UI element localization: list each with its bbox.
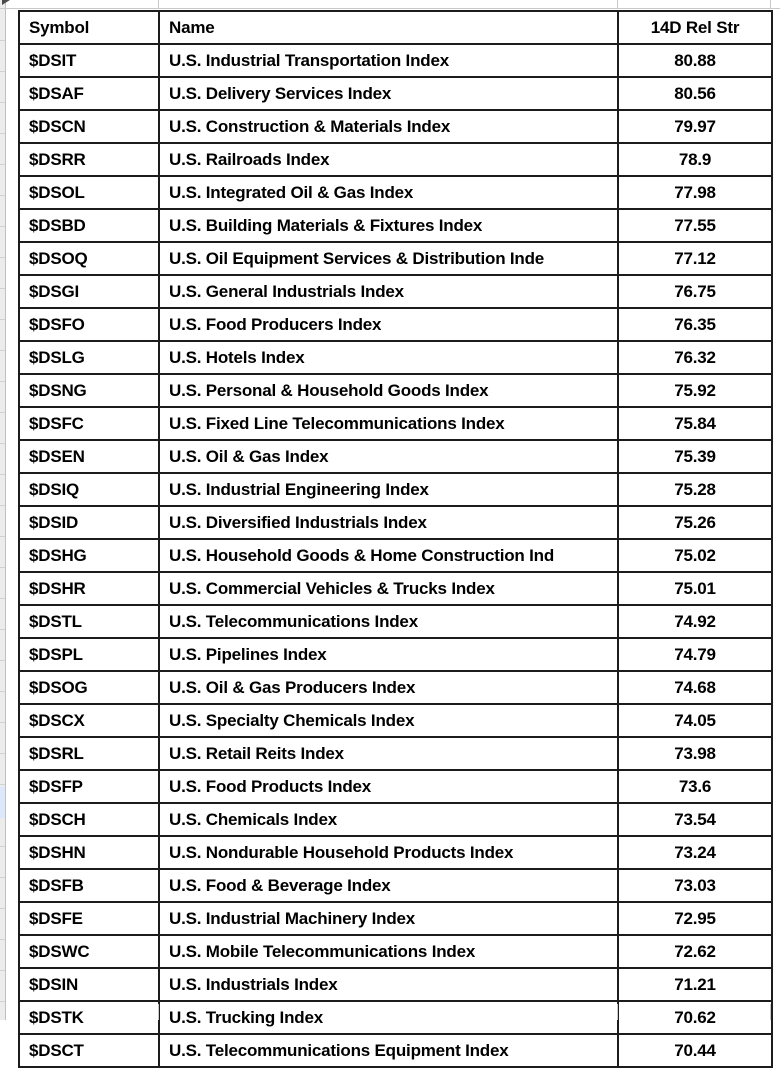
cell-symbol[interactable]: $DSID <box>19 506 159 539</box>
table-row <box>19 572 772 605</box>
cell-name[interactable]: U.S. Industrials Index <box>159 968 618 1001</box>
table-row <box>19 308 772 341</box>
cell-symbol[interactable]: $DSCN <box>19 110 159 143</box>
cell-rel-str[interactable]: 74.68 <box>618 671 772 704</box>
cell-rel-str[interactable]: 76.35 <box>618 308 772 341</box>
table-row <box>19 869 772 902</box>
cell-name[interactable]: U.S. Oil & Gas Index <box>159 440 618 473</box>
header-row <box>19 11 772 44</box>
table-row <box>19 770 772 803</box>
table-row <box>19 242 772 275</box>
table-row <box>19 341 772 374</box>
table-row <box>19 209 772 242</box>
cell-rel-str[interactable]: 75.28 <box>618 473 772 506</box>
top-gridline-vertical-1 <box>158 0 159 9</box>
row-header-strip <box>0 0 6 1020</box>
cell-name[interactable]: U.S. Fixed Line Telecommunications Index <box>159 407 618 440</box>
cell-name[interactable]: U.S. Construction & Materials Index <box>159 110 618 143</box>
cell-rel-str[interactable]: 76.32 <box>618 341 772 374</box>
table-row <box>19 176 772 209</box>
cell-name[interactable]: U.S. Integrated Oil & Gas Index <box>159 176 618 209</box>
cell-rel-str[interactable]: 75.01 <box>618 572 772 605</box>
table-row <box>19 506 772 539</box>
cell-rel-str[interactable]: 80.88 <box>618 44 772 77</box>
cell-rel-str[interactable]: 80.56 <box>618 77 772 110</box>
cell-symbol[interactable]: $DSOG <box>19 671 159 704</box>
table-row <box>19 704 772 737</box>
cell-symbol[interactable]: $DSIQ <box>19 473 159 506</box>
cell-symbol[interactable]: $DSHG <box>19 539 159 572</box>
cell-name[interactable]: U.S. Hotels Index <box>159 341 618 374</box>
index-table <box>18 10 773 1068</box>
table-row <box>19 836 772 869</box>
table-row <box>19 77 772 110</box>
cell-name[interactable]: U.S. Trucking Index <box>159 1001 618 1034</box>
table-row <box>19 638 772 671</box>
table-row <box>19 143 772 176</box>
cell-rel-str[interactable]: 73.03 <box>618 869 772 902</box>
table-row <box>19 968 772 1001</box>
cell-rel-str[interactable]: 73.6 <box>618 770 772 803</box>
cell-symbol[interactable]: $DSLG <box>19 341 159 374</box>
table-row <box>19 737 772 770</box>
cell-symbol[interactable]: $DSFB <box>19 869 159 902</box>
table-row <box>19 803 772 836</box>
cell-symbol[interactable]: $DSGI <box>19 275 159 308</box>
cell-name[interactable]: U.S. Telecommunications Equipment Index <box>159 1034 618 1067</box>
cell-name[interactable]: U.S. Food & Beverage Index <box>159 869 618 902</box>
cell-symbol[interactable]: $DSOQ <box>19 242 159 275</box>
cell-rel-str[interactable]: 73.98 <box>618 737 772 770</box>
cell-rel-str[interactable]: 70.62 <box>618 1001 772 1034</box>
cell-name[interactable]: U.S. Mobile Telecommunications Index <box>159 935 618 968</box>
table-row <box>19 605 772 638</box>
cell-rel-str[interactable]: 77.55 <box>618 209 772 242</box>
cell-name[interactable]: U.S. Oil Equipment Services & Distribution Inde <box>159 242 618 275</box>
cell-name[interactable]: U.S. Food Producers Index <box>159 308 618 341</box>
cell-symbol[interactable]: $DSFP <box>19 770 159 803</box>
cell-symbol[interactable]: $DSTK <box>19 1001 159 1034</box>
cell-symbol[interactable]: $DSWC <box>19 935 159 968</box>
cell-rel-str[interactable]: 78.9 <box>618 143 772 176</box>
cell-rel-str[interactable]: 72.95 <box>618 902 772 935</box>
cell-rel-str[interactable]: 77.98 <box>618 176 772 209</box>
table-row <box>19 374 772 407</box>
cell-name[interactable]: U.S. Delivery Services Index <box>159 77 618 110</box>
cell-symbol[interactable]: $DSTL <box>19 605 159 638</box>
cell-rel-str[interactable]: 77.12 <box>618 242 772 275</box>
table-row <box>19 902 772 935</box>
cell-name[interactable]: U.S. Diversified Industrials Index <box>159 506 618 539</box>
cell-rel-str[interactable]: 74.79 <box>618 638 772 671</box>
table-row <box>19 935 772 968</box>
table-row <box>19 44 772 77</box>
bottom-gridline-vertical-1 <box>158 1004 159 1020</box>
cell-name[interactable]: U.S. Nondurable Household Products Index <box>159 836 618 869</box>
cell-name[interactable]: U.S. Household Goods & Home Construction Ind <box>159 539 618 572</box>
cell-symbol[interactable]: $DSHN <box>19 836 159 869</box>
table-row <box>19 275 772 308</box>
top-gridline-vertical-3 <box>770 0 771 9</box>
cell-symbol[interactable]: $DSAF <box>19 77 159 110</box>
cell-symbol[interactable]: $DSIT <box>19 44 159 77</box>
cell-rel-str[interactable]: 76.75 <box>618 275 772 308</box>
cell-rel-str[interactable]: 75.92 <box>618 374 772 407</box>
cell-rel-str[interactable]: 75.84 <box>618 407 772 440</box>
cell-name[interactable]: U.S. Railroads Index <box>159 143 618 176</box>
bottom-gridline-vertical-3 <box>770 1004 771 1020</box>
table-body <box>19 44 772 1067</box>
table-row <box>19 539 772 572</box>
cell-symbol[interactable]: $DSEN <box>19 440 159 473</box>
cell-name[interactable]: U.S. Industrial Machinery Index <box>159 902 618 935</box>
cell-symbol[interactable]: $DSCT <box>19 1034 159 1067</box>
table-row <box>19 407 772 440</box>
cell-symbol[interactable]: $DSBD <box>19 209 159 242</box>
top-gridline-horizontal <box>0 8 780 9</box>
cell-name[interactable]: U.S. Industrial Engineering Index <box>159 473 618 506</box>
cell-symbol[interactable]: $DSCX <box>19 704 159 737</box>
cell-rel-str[interactable]: 73.54 <box>618 803 772 836</box>
table-row <box>19 1001 772 1034</box>
cell-name[interactable]: U.S. Building Materials & Fixtures Index <box>159 209 618 242</box>
column-header-rel-str[interactable]: 14D Rel Str <box>618 11 772 44</box>
cell-name[interactable]: U.S. Commercial Vehicles & Trucks Index <box>159 572 618 605</box>
table-row <box>19 440 772 473</box>
cell-symbol[interactable]: $DSRR <box>19 143 159 176</box>
cell-rel-str[interactable]: 74.92 <box>618 605 772 638</box>
row-header-highlight <box>0 787 5 818</box>
cell-name[interactable]: U.S. Pipelines Index <box>159 638 618 671</box>
corner-artifact-icon <box>2 0 10 5</box>
cell-name[interactable]: U.S. General Industrials Index <box>159 275 618 308</box>
table-row <box>19 473 772 506</box>
column-header-name[interactable]: Name <box>159 11 618 44</box>
cell-name[interactable]: U.S. Personal & Household Goods Index <box>159 374 618 407</box>
cell-symbol[interactable]: $DSFC <box>19 407 159 440</box>
cell-symbol[interactable]: $DSPL <box>19 638 159 671</box>
cell-symbol[interactable]: $DSOL <box>19 176 159 209</box>
cell-symbol[interactable]: $DSFE <box>19 902 159 935</box>
cell-name[interactable]: U.S. Retail Reits Index <box>159 737 618 770</box>
cell-rel-str[interactable]: 71.21 <box>618 968 772 1001</box>
column-header-symbol[interactable]: Symbol <box>19 11 159 44</box>
table-row <box>19 1034 772 1067</box>
cell-rel-str[interactable]: 75.26 <box>618 506 772 539</box>
top-gridline-vertical-2 <box>617 0 618 9</box>
cell-name[interactable]: U.S. Food Products Index <box>159 770 618 803</box>
cell-rel-str[interactable]: 72.62 <box>618 935 772 968</box>
cell-rel-str[interactable]: 75.39 <box>618 440 772 473</box>
cell-rel-str[interactable]: 75.02 <box>618 539 772 572</box>
cell-rel-str[interactable]: 70.44 <box>618 1034 772 1067</box>
cell-symbol[interactable]: $DSIN <box>19 968 159 1001</box>
cell-name[interactable]: U.S. Chemicals Index <box>159 803 618 836</box>
cell-name[interactable]: U.S. Specialty Chemicals Index <box>159 704 618 737</box>
cell-rel-str[interactable]: 73.24 <box>618 836 772 869</box>
cell-symbol[interactable]: $DSCH <box>19 803 159 836</box>
cell-rel-str[interactable]: 74.05 <box>618 704 772 737</box>
cell-name[interactable]: U.S. Industrial Transportation Index <box>159 44 618 77</box>
cell-symbol[interactable]: $DSHR <box>19 572 159 605</box>
cell-symbol[interactable]: $DSFO <box>19 308 159 341</box>
cell-rel-str[interactable]: 79.97 <box>618 110 772 143</box>
cell-name[interactable]: U.S. Oil & Gas Producers Index <box>159 671 618 704</box>
cell-symbol[interactable]: $DSNG <box>19 374 159 407</box>
cell-symbol[interactable]: $DSRL <box>19 737 159 770</box>
table-row <box>19 671 772 704</box>
table-row <box>19 110 772 143</box>
cell-name[interactable]: U.S. Telecommunications Index <box>159 605 618 638</box>
bottom-gridline-vertical-2 <box>617 1004 618 1020</box>
